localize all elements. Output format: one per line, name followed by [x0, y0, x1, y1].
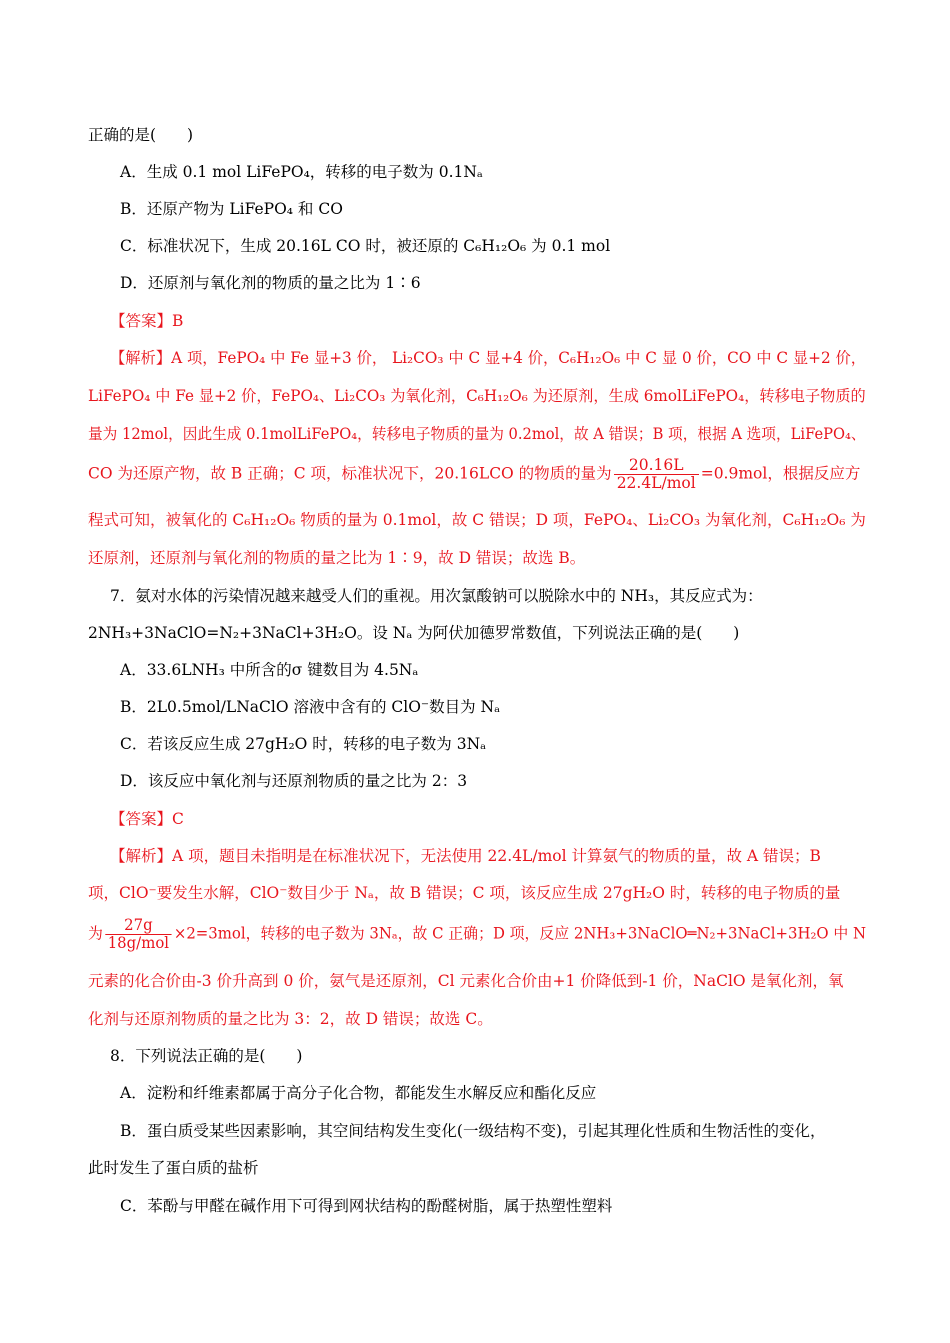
- q6-analysis-line: 量为 12mol，因此生成 0.1molLiFePO₄，转移电子物质的量为 0.2mol，故 A 错误；B 项，根据 A 选项，LiFePO₄、: [88, 425, 866, 443]
- fraction-numerator: 27g: [105, 917, 172, 935]
- fraction: [614, 457, 699, 492]
- q8-option-c: C．苯酚与甲醛在碱作用下可得到网状结构的酚醛树脂，属于热塑性塑料: [120, 1197, 613, 1215]
- q7-analysis-line: 化剂与还原剂物质的量之比为 3：2，故 D 错误；故选 C。: [88, 1010, 493, 1028]
- q7-option-a: A．33.6LNH₃ 中所含的σ 键数目为 4.5Nₐ: [120, 661, 419, 679]
- q8-stem: 8．下列说法正确的是( ): [110, 1047, 303, 1065]
- q7-stem-line: 7．氨对水体的污染情况越来越受人们的重视。用次氯酸钠可以脱除水中的 NH₃，其反应式为：: [110, 587, 763, 605]
- q6-analysis-line: 程式可知，被氧化的 C₆H₁₂O₆ 物质的量为 0.1mol，故 C 错误；D 项，FePO₄、Li₂CO₃ 为氧化剂，C₆H₁₂O₆ 为: [88, 511, 866, 529]
- q8-option-a: A．淀粉和纤维素都属于高分子化合物，都能发生水解反应和酯化反应: [120, 1084, 597, 1102]
- q8-option-b-continued: 此时发生了蛋白质的盐析: [88, 1159, 259, 1177]
- q7-stem-line: 2NH₃+3NaClO=N₂+3NaCl+3H₂O。设 Nₐ 为阿伏加德罗常数值，下列说法正确的是( ): [88, 624, 740, 642]
- q6-option-c: C．标准状况下，生成 20.16L CO 时，被还原的 C₆H₁₂O₆ 为 0.1 mol: [120, 237, 611, 255]
- q7-option-d: D．该反应中氧化剂与还原剂物质的量之比为 2：3: [120, 772, 468, 790]
- q7-analysis-line: 【解析】A 项，题目未指明是在标准状况下，无法使用 22.4L/mol 计算氨气的物质的量，故 A 错误；B: [110, 847, 821, 865]
- q6-analysis-line: 【解析】A 项，FePO₄ 中 Fe 显+3 价， Li₂CO₃ 中 C 显+4 价，C₆H₁₂O₆ 中 C 显 0 价，CO 中 C 显+2 价，: [110, 349, 867, 367]
- q6-analysis-text: =0.9mol，根据反应方: [700, 464, 861, 483]
- q6-analysis-line-fraction: [88, 457, 860, 492]
- q7-analysis-text: 为: [88, 924, 103, 943]
- q6-analysis-text: CO 为还原产物，故 B 正确；C 项，标准状况下，20.16LCO 的物质的量为: [88, 464, 612, 483]
- q7-analysis-line-fraction: [88, 917, 866, 952]
- fraction-numerator: 20.16L: [614, 457, 699, 475]
- q6-stem-end: 正确的是( ): [88, 126, 194, 144]
- q8-option-b: B．蛋白质受某些因素影响，其空间结构发生变化(一级结构不变)，引起其理化性质和生物活性的变化，: [120, 1122, 826, 1140]
- q7-analysis-text: ×2=3mol，转移的电子数为 3Nₐ，故 C 正确；D 项，反应 2NH₃+3NaClO═N₂+3NaCl+3H₂O 中 N: [173, 924, 867, 943]
- fraction: [105, 917, 172, 952]
- q7-analysis-line: 项，ClO⁻要发生水解，ClO⁻数目少于 Nₐ，故 B 错误；C 项，该反应生成 27gH₂O 时，转移的电子物质的量: [88, 884, 841, 902]
- fraction-denominator: 18g/mol: [107, 934, 170, 952]
- q6-analysis-line: 还原剂，还原剂与氧化剂的物质的量之比为 1∶9，故 D 错误；故选 B。: [88, 549, 586, 567]
- fraction-denominator: 22.4L/mol: [616, 474, 696, 492]
- q6-analysis-line: LiFePO₄ 中 Fe 显+2 价，FePO₄、Li₂CO₃ 为氧化剂，C₆H₁₂O₆ 为还原剂，生成 6molLiFePO₄，转移电子物质的: [88, 387, 866, 405]
- q7-option-c: C．若该反应生成 27gH₂O 时，转移的电子数为 3Nₐ: [120, 735, 487, 753]
- q7-option-b: B．2L0.5mol/LNaClO 溶液中含有的 ClO⁻数目为 Nₐ: [120, 698, 501, 716]
- q7-answer: 【答案】C: [110, 810, 184, 828]
- q6-answer: 【答案】B: [110, 312, 184, 330]
- q6-option-b: B．还原产物为 LiFePO₄ 和 CO: [120, 200, 343, 218]
- q6-option-d: D．还原剂与氧化剂的物质的量之比为 1∶6: [120, 274, 421, 292]
- q6-option-a: A．生成 0.1 mol LiFePO₄，转移的电子数为 0.1Nₐ: [120, 163, 483, 181]
- q7-analysis-line: 元素的化合价由-3 价升高到 0 价，氨气是还原剂，Cl 元素化合价由+1 价降低到-1 价，NaClO 是氧化剂，氧: [88, 972, 844, 990]
